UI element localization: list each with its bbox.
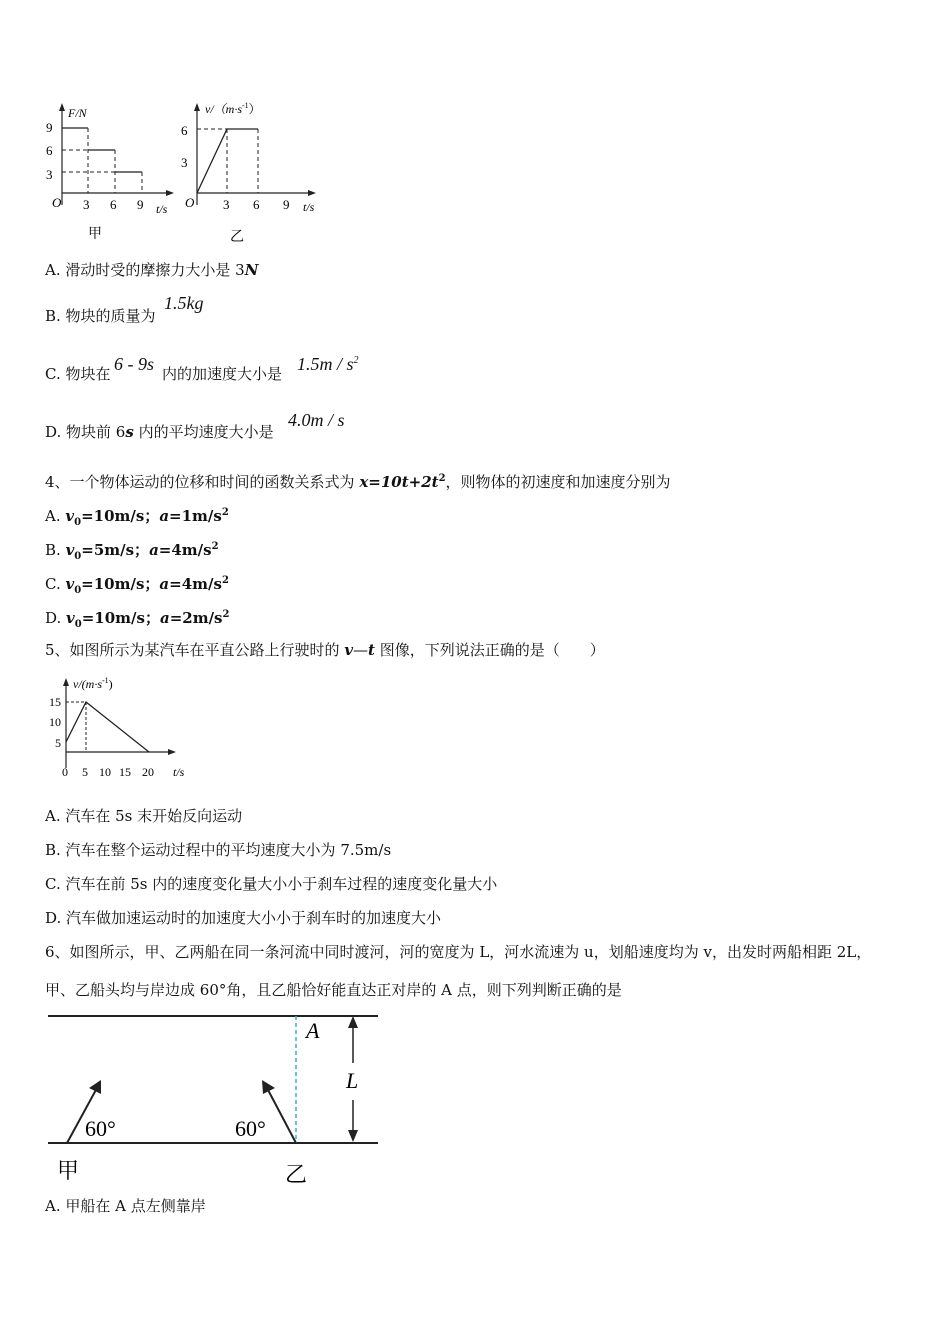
width-label: L: [346, 1068, 359, 1093]
y-tick-6: 6: [46, 143, 53, 158]
origin-left: O: [52, 195, 62, 210]
q5-option-d: D. 汽车做加速运动时的加速度大小小于刹车时的加速度大小: [45, 909, 442, 927]
x-axis-title-left: t/s: [156, 202, 168, 216]
caption-yi: 乙: [230, 230, 244, 245]
y-tick-9: 9: [46, 120, 53, 135]
q5-x-tick-5: 5: [82, 765, 88, 779]
y-axis-title-right: $v/(m\cdot s^{-1})$: [205, 101, 261, 116]
q5-x-tick-10: 10: [99, 765, 111, 779]
q3-option-d: D. 物块前 6s 内的平均速度大小是: [45, 423, 274, 441]
boat-yi-arrow: [267, 1088, 296, 1143]
x-tick-3: 3: [83, 197, 90, 212]
q5-y-title: $v/(m\cdot s^{-1})$: [73, 676, 113, 691]
q5-x-tick-15: 15: [119, 765, 131, 779]
y-axis-title-left: F/N: [68, 106, 87, 120]
y-tick-6-right: 6: [181, 123, 188, 138]
q3-option-d-math: 4.0m / s: [288, 410, 345, 430]
q5-y-tick-5: 5: [55, 736, 61, 750]
q4-option-c: C. $v_0=10m/s$；$a=4m/s^2$: [45, 575, 229, 596]
q4-stem: 4、一个物体运动的位移和时间的函数关系式为 $x=10t+2t^2$，则物体的初速度和加速度分别为: [45, 473, 671, 491]
q5-option-b: B. 汽车在整个运动过程中的平均速度大小为 7.5m/s: [45, 841, 392, 859]
angle-left: 60°: [85, 1116, 116, 1141]
q4-option-d: D. $v_0=10m/s$；$a=2m/s^2$: [45, 609, 230, 630]
q4-option-a: A. $v_0=10m/s$；$a=1m/s^2$: [45, 507, 229, 528]
y-tick-3: 3: [46, 167, 53, 182]
q3-option-c-math2: $1.5m / s^2$: [297, 354, 359, 374]
q4-option-b: B. $v_0=5m/s$；$a=4m/s^2$: [45, 541, 219, 562]
x-tick-3-right: 3: [223, 197, 230, 212]
q5-x-tick-0: 0: [62, 765, 68, 779]
x-tick-6-right: 6: [253, 197, 260, 212]
x-tick-9-right: 9: [283, 197, 290, 212]
q3-option-b: B. 物块的质量为: [45, 307, 156, 325]
point-a: A: [306, 1018, 320, 1043]
q3-option-a: A. 滑动时受的摩擦力大小是 3N: [45, 261, 259, 279]
q5-velocity-line: [66, 702, 149, 752]
q6-stem-line2: 甲、乙船头均与岸边成 60°角，且乙船恰好能直达正对岸的 A 点，则下列判断正确的是: [45, 981, 622, 999]
q5-option-a: A. 汽车在 5s 末开始反向运动: [45, 807, 243, 825]
x-tick-6: 6: [110, 197, 117, 212]
q3-option-c-text2: 内的加速度大小是: [162, 365, 283, 383]
q3-option-b-math: 1.5kg: [164, 293, 204, 313]
q6-river-figure: [45, 1008, 385, 1188]
q5-y-tick-10: 10: [49, 715, 61, 729]
q5-x-title: t/s: [173, 765, 185, 779]
angle-right: 60°: [235, 1116, 266, 1141]
q5-stem: 5、如图所示为某汽车在平直公路上行驶时的 v—t 图像，下列说法正确的是（ ）: [45, 641, 605, 659]
boat-yi-label: 乙: [285, 1162, 308, 1187]
q5-y-tick-15: 15: [49, 695, 61, 709]
q3-figure: [40, 95, 340, 255]
x-tick-9: 9: [137, 197, 144, 212]
q5-option-c: C. 汽车在前 5s 内的速度变化量大小小于刹车过程的速度变化量大小: [45, 875, 498, 893]
q3-option-c-math1: 6 - 9s: [114, 354, 154, 374]
q3-option-c: C. 物块在: [45, 365, 111, 383]
q5-x-tick-20: 20: [142, 765, 154, 779]
x-axis-title-right: t/s: [303, 200, 315, 214]
y-tick-3-right: 3: [181, 155, 188, 170]
q6-stem-line1: 6、如图所示，甲、乙两船在同一条河流中同时渡河，河的宽度为 L，河水流速为 u，划船速度均为 v，出发时两船相距 2L，: [45, 943, 872, 961]
q5-vt-graph: [45, 672, 205, 784]
caption-jia: 甲: [88, 227, 102, 242]
force-time-graph: [46, 103, 174, 242]
velocity-time-graph: [181, 101, 316, 245]
q6-option-a: A. 甲船在 A 点左侧靠岸: [45, 1197, 206, 1215]
origin-right: O: [185, 195, 195, 210]
boat-jia-label: 甲: [57, 1158, 80, 1183]
